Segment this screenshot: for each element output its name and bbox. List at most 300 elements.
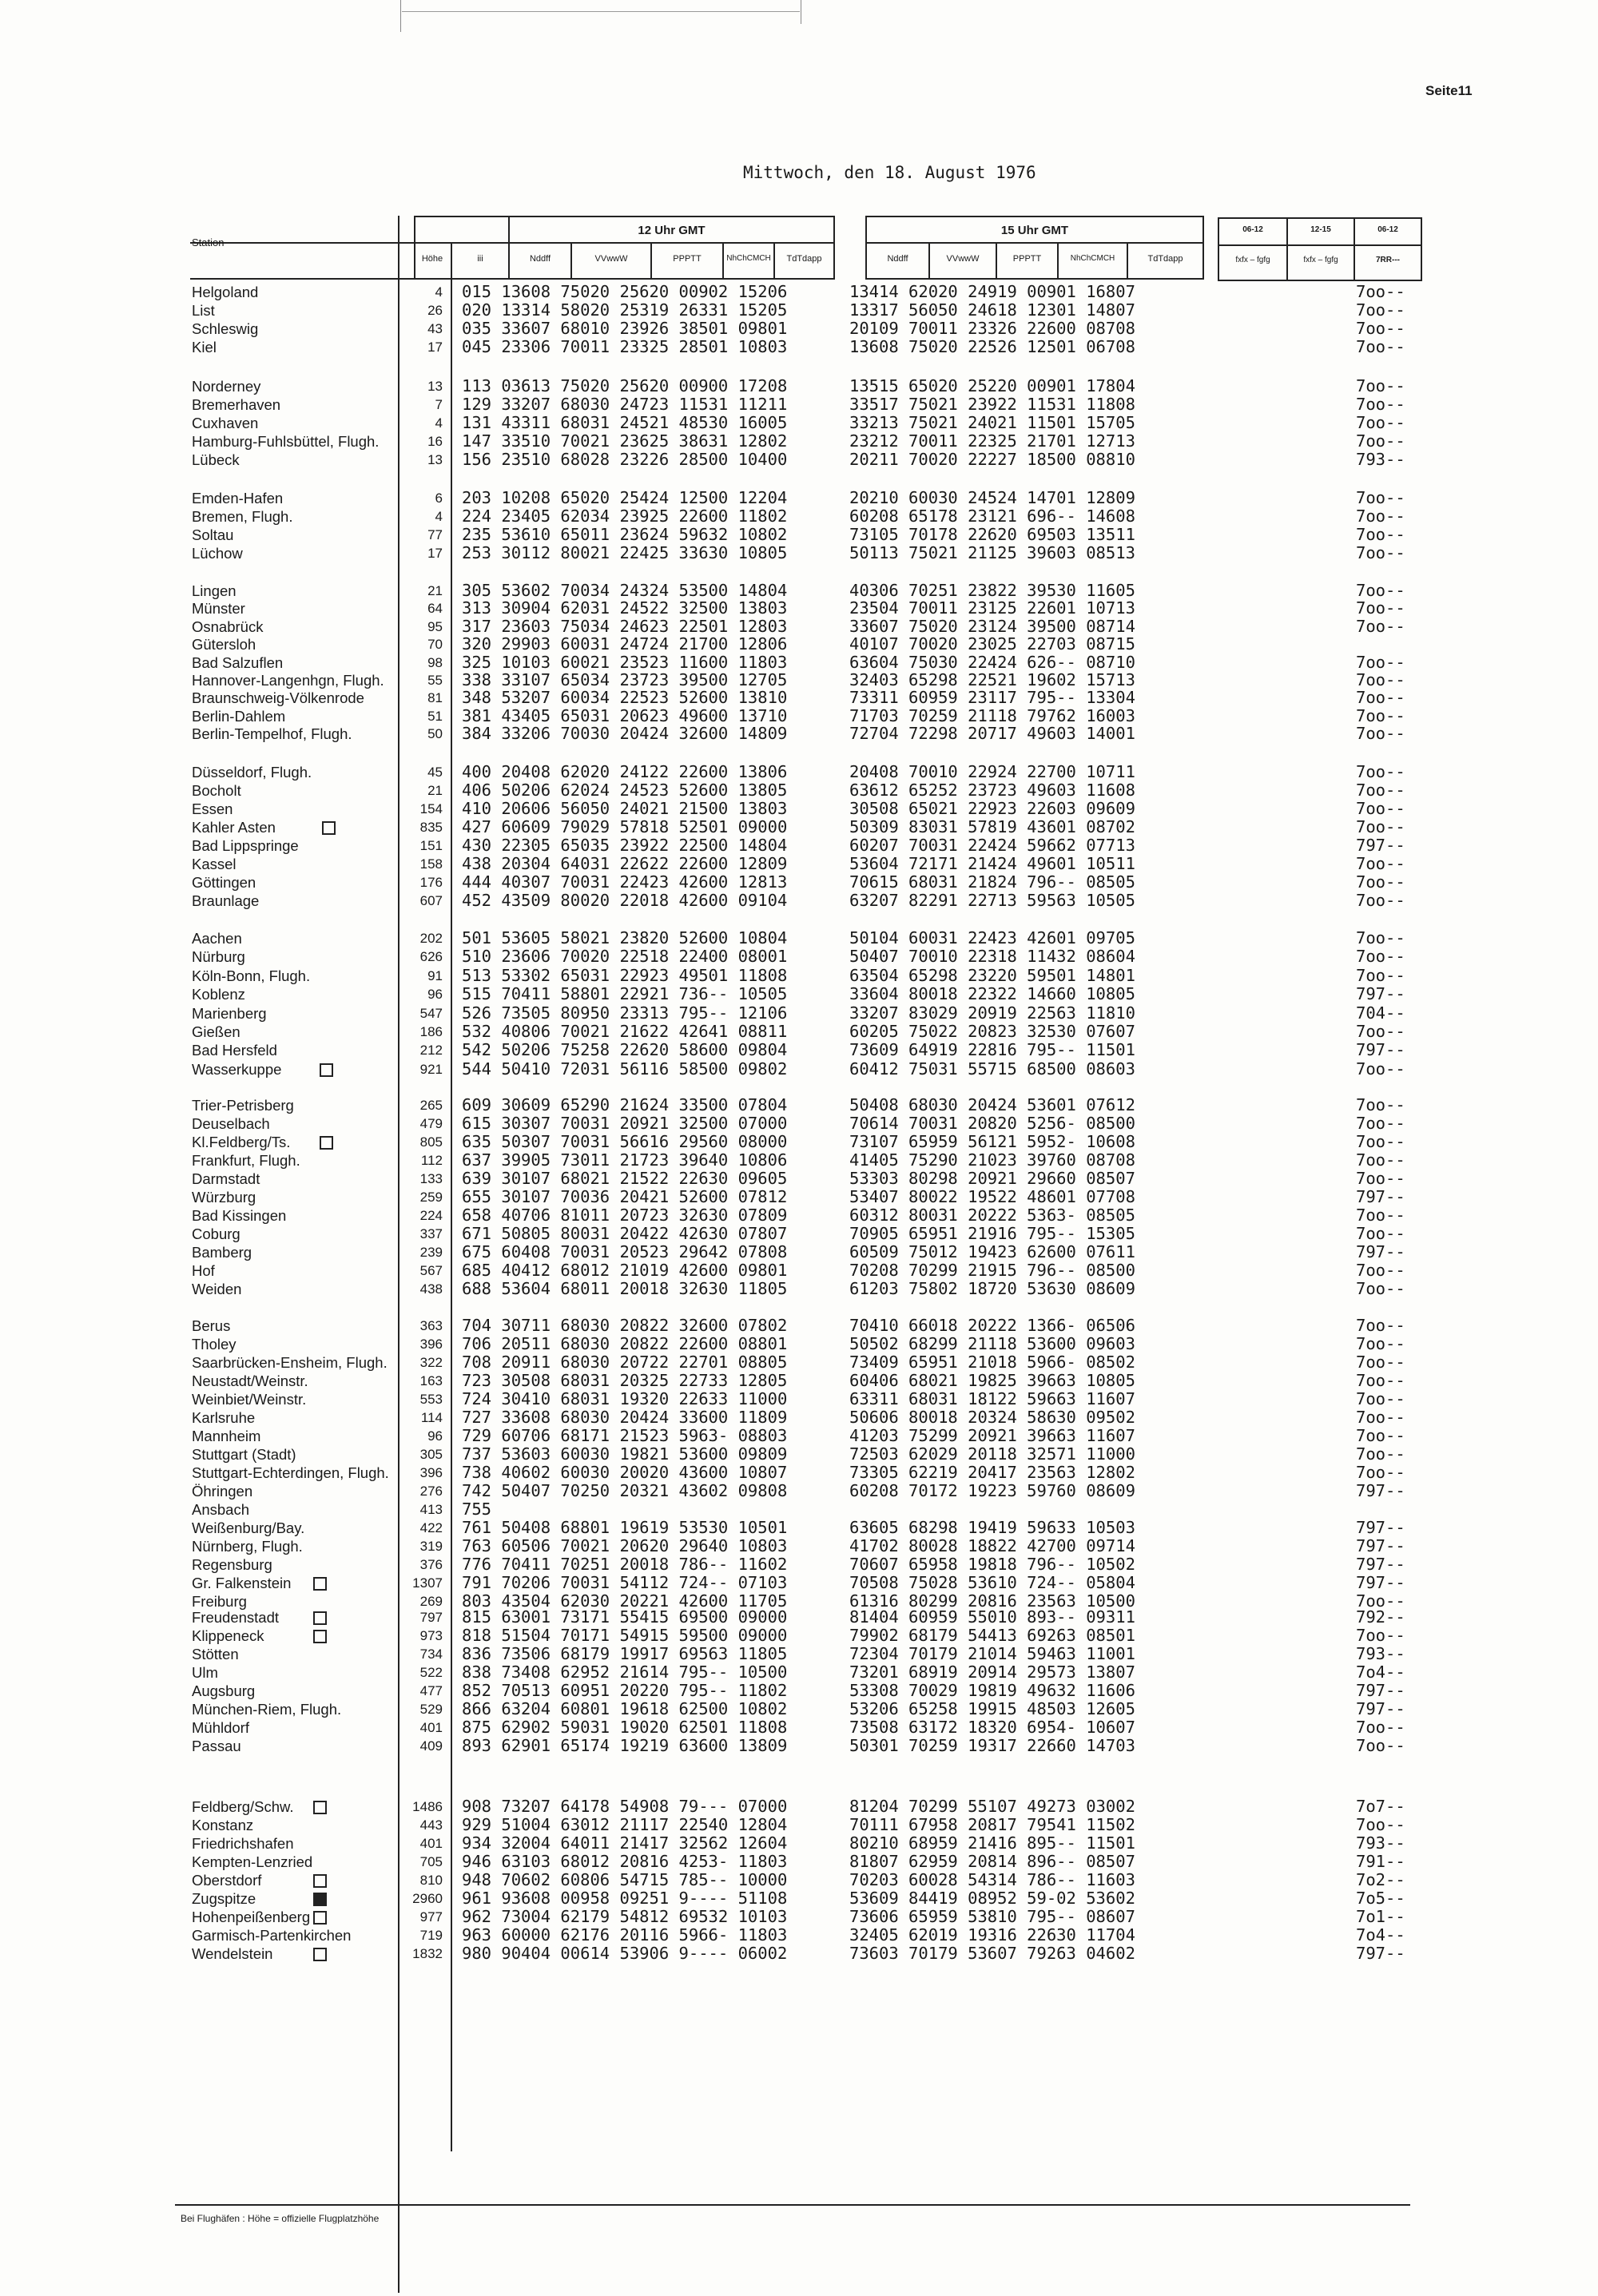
obs-15-utc: 70410 66018 20222 1366- 06506 [849, 1316, 1135, 1335]
station-name: Hof [192, 1262, 215, 1279]
station-name: Lingen [192, 582, 237, 599]
header-rr: 7RR--- [1376, 256, 1400, 264]
obs-12-utc: 875 62902 59031 19020 62501 11808 [462, 1718, 788, 1737]
precip-group: 7oo-- [1356, 598, 1405, 618]
precip-group: 797-- [1356, 1555, 1405, 1574]
precip-group: 7oo-- [1356, 1389, 1405, 1408]
obs-15-utc: 73606 65959 53810 795-- 08607 [849, 1907, 1135, 1926]
table-row [0, 283, 1598, 301]
obs-15-utc: 81204 70299 55107 49273 03002 [849, 1797, 1135, 1816]
obs-12-utc: 515 70411 58801 22921 736-- 10505 [462, 984, 788, 1003]
obs-12-utc: 637 39905 73011 21723 39640 10806 [462, 1150, 788, 1170]
table-row [0, 489, 1598, 507]
obs-12-utc: 737 53603 60030 19821 53600 09809 [462, 1444, 788, 1464]
station-height: 719 [419, 1928, 443, 1943]
station-height: 212 [419, 1043, 443, 1058]
table-row [0, 725, 1598, 743]
station-name: Düsseldorf, Flugh. [192, 764, 312, 781]
station-name: Garmisch-Partenkirchen [192, 1927, 352, 1944]
precip-group: 7oo-- [1356, 706, 1405, 725]
station-name: Helgoland [192, 284, 259, 300]
table-row [0, 1114, 1598, 1133]
obs-12-utc: 313 30904 62031 24522 32500 13803 [462, 598, 788, 618]
table-row [0, 1482, 1598, 1500]
precip-group: 7oo-- [1356, 928, 1405, 947]
open-square-icon [313, 1630, 327, 1643]
station-height: 239 [419, 1245, 443, 1260]
obs-15-utc: 72503 62029 20118 32571 11000 [849, 1444, 1135, 1464]
obs-15-utc: 53206 65258 19915 48503 12605 [849, 1699, 1135, 1718]
obs-15-utc: 30508 65021 22923 22603 09609 [849, 799, 1135, 818]
precip-group: 7oo-- [1356, 395, 1405, 414]
table-row [0, 855, 1598, 873]
station-name: Passau [192, 1738, 241, 1754]
station-name: Neustadt/Weinstr. [192, 1372, 308, 1389]
precip-group: 7oo-- [1356, 1150, 1405, 1170]
table-row [0, 1500, 1598, 1519]
obs-15-utc: 70905 65951 21916 795-- 15305 [849, 1224, 1135, 1243]
table-row [0, 1353, 1598, 1372]
precip-group: 797-- [1356, 836, 1405, 855]
station-name: Lüchow [192, 545, 243, 562]
station-name: Wendelstein [192, 1945, 273, 1962]
obs-12-utc: 501 53605 58021 23820 52600 10804 [462, 928, 788, 947]
table-row [0, 1682, 1598, 1700]
station-height: 269 [419, 1594, 443, 1609]
station-height: 477 [419, 1683, 443, 1698]
obs-15-utc: 61203 75802 18720 53630 08609 [849, 1279, 1135, 1298]
header-period-2: 12-15 [1310, 225, 1331, 234]
station-height: 363 [419, 1318, 443, 1333]
station-name: Emden-Hafen [192, 490, 284, 506]
scan-mark-line [402, 11, 800, 12]
station-name: Tholey [192, 1336, 237, 1353]
obs-15-utc: 60509 75012 19423 62600 07611 [849, 1242, 1135, 1261]
station-height: 626 [419, 949, 443, 964]
obs-15-utc: 13414 62020 24919 00901 16807 [849, 282, 1135, 301]
station-height: 77 [427, 527, 443, 542]
precip-group: 797-- [1356, 1187, 1405, 1206]
station-height: 443 [419, 1817, 443, 1833]
station-height: 401 [419, 1836, 443, 1851]
obs-12-utc: 444 40307 70031 22423 42600 12813 [462, 872, 788, 892]
station-name: Kempten-Lenzried [192, 1853, 313, 1870]
precip-group: 7oo-- [1356, 431, 1405, 451]
obs-15-utc: 81807 62959 20814 896-- 08507 [849, 1852, 1135, 1871]
precip-group: 792-- [1356, 1607, 1405, 1627]
station-name: Gr. Falkenstein [192, 1575, 292, 1591]
obs-12-utc: 526 73505 80950 23313 795-- 12106 [462, 1003, 788, 1023]
station-height: 98 [427, 655, 443, 670]
obs-12-utc: 348 53207 60034 22523 52600 13810 [462, 688, 788, 707]
station-name: Konstanz [192, 1817, 254, 1833]
precip-group: 7oo-- [1356, 947, 1405, 966]
station-height: 154 [419, 801, 443, 816]
table-row [0, 451, 1598, 469]
station-height: 133 [419, 1171, 443, 1186]
obs-12-utc: 866 63204 60801 19618 62500 10802 [462, 1699, 788, 1718]
station-height: 265 [419, 1098, 443, 1113]
table-row [0, 947, 1598, 966]
station-height: 376 [419, 1557, 443, 1572]
obs-15-utc: 50408 68030 20424 53601 07612 [849, 1095, 1135, 1114]
table-row [0, 1519, 1598, 1537]
obs-12-utc: 908 73207 64178 54908 79--- 07000 [462, 1797, 788, 1816]
obs-15-utc: 63605 68298 19419 59633 10503 [849, 1518, 1135, 1537]
obs-15-utc: 73105 70178 22620 69503 13511 [849, 525, 1135, 544]
obs-12-utc: 708 20911 68030 20722 22701 08805 [462, 1353, 788, 1372]
header-hoehe: Höhe [421, 254, 443, 264]
obs-12-utc: 742 50407 70250 20321 43602 09808 [462, 1481, 788, 1500]
obs-12-utc: 962 73004 62179 54812 69532 10103 [462, 1907, 788, 1926]
table-row [0, 507, 1598, 526]
table-row [0, 1445, 1598, 1464]
table-row [0, 395, 1598, 414]
precip-group: 7oo-- [1356, 1444, 1405, 1464]
station-height: 13 [427, 379, 443, 394]
station-name: Würzburg [192, 1189, 256, 1206]
station-height: 64 [427, 601, 443, 616]
obs-15-utc: 32405 62019 19316 22630 11704 [849, 1925, 1135, 1944]
obs-12-utc: 639 30107 68021 21522 22630 09605 [462, 1169, 788, 1188]
header-12-gmt: 12 Uhr GMT [638, 224, 706, 237]
precip-group: 7o7-- [1356, 1797, 1405, 1816]
station-height: 96 [427, 987, 443, 1002]
table-row [0, 1944, 1598, 1963]
precip-group: 7oo-- [1356, 581, 1405, 600]
station-height: 4 [435, 509, 443, 524]
obs-15-utc: 70614 70031 20820 5256- 08500 [849, 1114, 1135, 1133]
station-height: 6 [435, 491, 443, 506]
station-height: 401 [419, 1720, 443, 1735]
scan-mark-line [400, 0, 401, 32]
station-name: Osnabrück [192, 618, 264, 635]
precip-group: 7oo-- [1356, 653, 1405, 672]
obs-15-utc: 60406 68021 19825 39663 10805 [849, 1371, 1135, 1390]
station-height: 322 [419, 1355, 443, 1370]
precip-group: 7o4-- [1356, 1925, 1405, 1944]
table-row [0, 1853, 1598, 1871]
obs-15-utc: 40306 70251 23822 39530 11605 [849, 581, 1135, 600]
table-row [0, 967, 1598, 985]
station-height: 396 [419, 1465, 443, 1480]
page-label: Seite11 [1425, 83, 1473, 98]
obs-12-utc: 818 51504 70171 54915 59500 09000 [462, 1626, 788, 1645]
table-row [0, 1427, 1598, 1445]
obs-15-utc: 20211 70020 22227 18500 08810 [849, 450, 1135, 469]
station-height: 567 [419, 1263, 443, 1278]
open-square-icon [313, 1874, 327, 1888]
precip-group: 7o2-- [1356, 1870, 1405, 1889]
station-height: 305 [419, 1447, 443, 1462]
obs-12-utc: 776 70411 70251 20018 786-- 11602 [462, 1555, 788, 1574]
station-height: 70 [427, 637, 443, 652]
station-name: Münster [192, 600, 245, 617]
precip-group: 797-- [1356, 1536, 1405, 1555]
obs-15-utc: 70615 68031 21824 796-- 08505 [849, 872, 1135, 892]
header-station: Station [192, 236, 225, 248]
precip-group: 7oo-- [1356, 1316, 1405, 1335]
station-name: Nürburg [192, 948, 245, 965]
obs-12-utc: 320 29903 60031 24724 21700 12806 [462, 634, 788, 653]
station-height: 96 [427, 1428, 443, 1444]
obs-15-utc: 72704 72298 20717 49603 14001 [849, 724, 1135, 743]
station-height: 21 [427, 583, 443, 598]
station-name: Oberstdorf [192, 1872, 262, 1889]
obs-15-utc: 60412 75031 55715 68500 08603 [849, 1059, 1135, 1078]
table-row [0, 1151, 1598, 1170]
footnote: Bei Flughäfen : Höhe = offizielle Flugplatzhöhe [181, 2213, 380, 2224]
station-height: 4 [435, 415, 443, 431]
precip-group: 7oo-- [1356, 376, 1405, 395]
obs-12-utc: 406 50206 62024 24523 52600 13805 [462, 781, 788, 800]
obs-15-utc: 40107 70020 23025 22703 08715 [849, 634, 1135, 653]
station-height: 547 [419, 1006, 443, 1021]
station-height: 835 [419, 820, 443, 835]
station-name: Weiden [192, 1281, 242, 1297]
obs-12-utc: 400 20408 62020 24122 22600 13806 [462, 762, 788, 781]
obs-12-utc: 755 [462, 1500, 492, 1519]
precip-group: 797-- [1356, 1481, 1405, 1500]
obs-15-utc: 13515 65020 25220 00901 17804 [849, 376, 1135, 395]
obs-15-utc: 53308 70029 19819 49632 11606 [849, 1681, 1135, 1700]
obs-15-utc: 41702 80028 18822 42700 09714 [849, 1536, 1135, 1555]
obs-12-utc: 803 43504 62030 20221 42600 11705 [462, 1591, 788, 1611]
obs-15-utc: 32403 65298 22521 19602 15713 [849, 670, 1135, 689]
precip-group: 7oo-- [1356, 1815, 1405, 1834]
station-name: Frankfurt, Flugh. [192, 1152, 300, 1169]
obs-15-utc: 33607 75020 23124 39500 08714 [849, 617, 1135, 636]
station-height: 21 [427, 783, 443, 798]
table-row [0, 873, 1598, 892]
precip-group: 7oo-- [1356, 872, 1405, 892]
obs-12-utc: 704 30711 68030 20822 32600 07802 [462, 1316, 788, 1335]
precip-group: 7oo-- [1356, 799, 1405, 818]
station-name: Friedrichshafen [192, 1835, 294, 1852]
obs-15-utc: 73201 68919 20914 29573 13807 [849, 1662, 1135, 1682]
precip-group: 7oo-- [1356, 1114, 1405, 1133]
obs-15-utc: 73305 62219 20417 23563 12802 [849, 1463, 1135, 1482]
obs-15-utc: 60312 80031 20222 5363- 08505 [849, 1206, 1135, 1225]
obs-12-utc: 675 60408 70031 20523 29642 07808 [462, 1242, 788, 1261]
precip-group: 7oo-- [1356, 1261, 1405, 1280]
precip-group: 7oo-- [1356, 319, 1405, 338]
header-gust-2: fxfx – fgfg [1303, 256, 1338, 264]
precip-group: 7oo-- [1356, 1095, 1405, 1114]
station-name: Wasserkuppe [192, 1061, 282, 1078]
table-row [0, 1060, 1598, 1078]
table-row [0, 1317, 1598, 1335]
table-row [0, 1390, 1598, 1408]
obs-15-utc: 73107 65959 56121 5952- 10608 [849, 1132, 1135, 1151]
precip-group: 7oo-- [1356, 617, 1405, 636]
obs-12-utc: 325 10103 60021 23523 11600 11803 [462, 653, 788, 672]
obs-15-utc: 70607 65958 19818 796-- 10502 [849, 1555, 1135, 1574]
station-height: 163 [419, 1373, 443, 1388]
precip-group: 7oo-- [1356, 1736, 1405, 1755]
obs-12-utc: 688 53604 68011 20018 32630 11805 [462, 1279, 788, 1298]
station-height: 50 [427, 726, 443, 741]
header-12-tdtd: TdTdapp [786, 254, 822, 264]
station-height: 17 [427, 546, 443, 561]
station-height: 51 [427, 709, 443, 724]
table-row [0, 1718, 1598, 1737]
station-name: Essen [192, 800, 233, 817]
precip-group: 793-- [1356, 450, 1405, 469]
station-height: 413 [419, 1502, 443, 1517]
precip-group: 791-- [1356, 1852, 1405, 1871]
obs-12-utc: 338 33107 65034 23723 39500 12705 [462, 670, 788, 689]
obs-15-utc: 70203 60028 54314 786-- 11603 [849, 1870, 1135, 1889]
station-height: 973 [419, 1628, 443, 1643]
table-row [0, 1041, 1598, 1059]
obs-15-utc: 60208 70172 19223 59760 08609 [849, 1481, 1135, 1500]
station-name: Ansbach [192, 1501, 249, 1518]
header-12-vvwww: VVwwW [594, 254, 628, 264]
precip-group: 7oo-- [1356, 1371, 1405, 1390]
precip-group: 7oo-- [1356, 300, 1405, 320]
station-height: 409 [419, 1738, 443, 1754]
obs-12-utc: 658 40706 81011 20723 32630 07809 [462, 1206, 788, 1225]
header-12-nddff: Nddff [529, 254, 551, 264]
precip-group: 7oo-- [1356, 1626, 1405, 1645]
open-square-icon [322, 821, 336, 835]
station-height: 479 [419, 1116, 443, 1131]
obs-12-utc: 963 60000 62176 20116 5966- 11803 [462, 1925, 788, 1944]
station-name: Gütersloh [192, 636, 256, 653]
obs-15-utc: 53609 84419 08952 59-02 53602 [849, 1889, 1135, 1908]
obs-12-utc: 727 33608 68030 20424 33600 11809 [462, 1408, 788, 1427]
obs-15-utc: 70111 67958 20817 79541 11502 [849, 1815, 1135, 1834]
table-row [0, 671, 1598, 689]
open-square-icon [320, 1136, 333, 1150]
precip-group: 7oo-- [1356, 1408, 1405, 1427]
header-period-3: 06-12 [1377, 225, 1398, 234]
station-height: 2960 [412, 1891, 443, 1906]
precip-group: 7oo-- [1356, 688, 1405, 707]
precip-group: 7oo-- [1356, 337, 1405, 356]
station-height: 1486 [412, 1799, 443, 1814]
precip-group: 7oo-- [1356, 543, 1405, 562]
station-name: Koblenz [192, 986, 245, 1003]
obs-15-utc: 33604 80018 22322 14660 10805 [849, 984, 1135, 1003]
table-row [0, 1023, 1598, 1041]
station-name: Mühldorf [192, 1719, 249, 1736]
precip-group: 7oo-- [1356, 488, 1405, 507]
open-square-icon [320, 1063, 333, 1077]
obs-15-utc: 50104 60031 22423 42601 09705 [849, 928, 1135, 947]
obs-15-utc: 63612 65252 23723 49603 11608 [849, 781, 1135, 800]
obs-12-utc: 235 53610 65011 23624 59632 10802 [462, 525, 788, 544]
table-row [0, 1464, 1598, 1482]
obs-12-utc: 893 62901 65174 19219 63600 13809 [462, 1736, 788, 1755]
station-height: 522 [419, 1665, 443, 1680]
station-height: 553 [419, 1392, 443, 1407]
obs-15-utc: 60205 75022 20823 32530 07607 [849, 1022, 1135, 1041]
obs-15-utc: 73508 63172 18320 6954- 10607 [849, 1718, 1135, 1737]
precip-group: 7oo-- [1356, 1718, 1405, 1737]
table-row [0, 1133, 1598, 1151]
station-name: Stuttgart (Stadt) [192, 1446, 296, 1463]
precip-group: 704-- [1356, 1003, 1405, 1023]
station-height: 1832 [412, 1946, 443, 1961]
obs-12-utc: 452 43509 80020 22018 42600 09104 [462, 891, 788, 910]
table-row [0, 320, 1598, 338]
station-height: 977 [419, 1909, 443, 1925]
precip-group: 797-- [1356, 1573, 1405, 1592]
station-name: Stuttgart-Echterdingen, Flugh. [192, 1464, 389, 1481]
obs-12-utc: 131 43311 68031 24521 48530 16005 [462, 413, 788, 432]
station-name: Klippeneck [192, 1627, 264, 1644]
obs-12-utc: 791 70206 70031 54112 724-- 07103 [462, 1573, 788, 1592]
station-height: 55 [427, 673, 443, 688]
obs-12-utc: 685 40412 68012 21019 42600 09801 [462, 1261, 788, 1280]
obs-12-utc: 542 50206 75258 22620 58600 09804 [462, 1040, 788, 1059]
obs-12-utc: 929 51004 63012 21117 22540 12804 [462, 1815, 788, 1834]
precip-group: 7oo-- [1356, 282, 1405, 301]
station-name: Augsburg [192, 1682, 256, 1699]
table-row [0, 582, 1598, 600]
station-height: 276 [419, 1484, 443, 1499]
obs-15-utc: 73311 60959 23117 795-- 13304 [849, 688, 1135, 707]
obs-12-utc: 532 40806 70021 21622 42641 08811 [462, 1022, 788, 1041]
obs-15-utc: 70508 75028 53610 724-- 05804 [849, 1573, 1135, 1592]
precip-group: 797-- [1356, 1518, 1405, 1537]
obs-12-utc: 410 20606 56050 24021 21500 13803 [462, 799, 788, 818]
station-height: 114 [420, 1410, 443, 1425]
obs-12-utc: 544 50410 72031 56116 58500 09802 [462, 1059, 788, 1078]
obs-15-utc: 70208 70299 21915 796-- 08500 [849, 1261, 1135, 1280]
station-name: Öhringen [192, 1483, 253, 1500]
obs-12-utc: 852 70513 60951 20220 795-- 11802 [462, 1681, 788, 1700]
obs-15-utc: 50407 70010 22318 11432 08604 [849, 947, 1135, 966]
obs-12-utc: 815 63001 73171 55415 69500 09000 [462, 1607, 788, 1627]
station-height: 319 [419, 1539, 443, 1554]
table-row [0, 599, 1598, 618]
table-row [0, 1408, 1598, 1427]
station-height: 1307 [412, 1575, 443, 1591]
open-square-icon [313, 1611, 327, 1625]
obs-15-utc: 63311 68031 18122 59663 11607 [849, 1389, 1135, 1408]
table-row [0, 1280, 1598, 1298]
precip-group: 7oo-- [1356, 966, 1405, 985]
precip-group: 7oo-- [1356, 781, 1405, 800]
precip-group: 7oo-- [1356, 724, 1405, 743]
obs-15-utc: 20109 70011 23326 22600 08708 [849, 319, 1135, 338]
header-15-ppptt: PPPTT [1012, 254, 1042, 264]
header-12-nhch: NhChCMCH [726, 254, 771, 263]
obs-12-utc: 729 60706 68171 21523 5963- 08803 [462, 1426, 788, 1445]
precip-group: 797-- [1356, 1699, 1405, 1718]
precip-group: 7oo-- [1356, 1206, 1405, 1225]
obs-12-utc: 224 23405 62034 23925 22600 11802 [462, 506, 788, 526]
precip-group: 7oo-- [1356, 1334, 1405, 1353]
obs-12-utc: 836 73506 68179 19917 69563 11805 [462, 1644, 788, 1663]
precip-group: 7o5-- [1356, 1889, 1405, 1908]
table-row [0, 432, 1598, 451]
precip-group: 7oo-- [1356, 1022, 1405, 1041]
station-height: 17 [427, 340, 443, 355]
obs-12-utc: 763 60506 70021 20620 29640 10803 [462, 1536, 788, 1555]
obs-15-utc: 13317 56050 24618 12301 14807 [849, 300, 1135, 320]
precip-group: 7o4-- [1356, 1662, 1405, 1682]
table-row [0, 689, 1598, 707]
obs-15-utc: 50309 83031 57819 43601 08702 [849, 817, 1135, 836]
obs-12-utc: 253 30112 80021 22425 33630 10805 [462, 543, 788, 562]
table-row [0, 707, 1598, 725]
precip-group: 7oo-- [1356, 762, 1405, 781]
table-row [0, 1170, 1598, 1188]
